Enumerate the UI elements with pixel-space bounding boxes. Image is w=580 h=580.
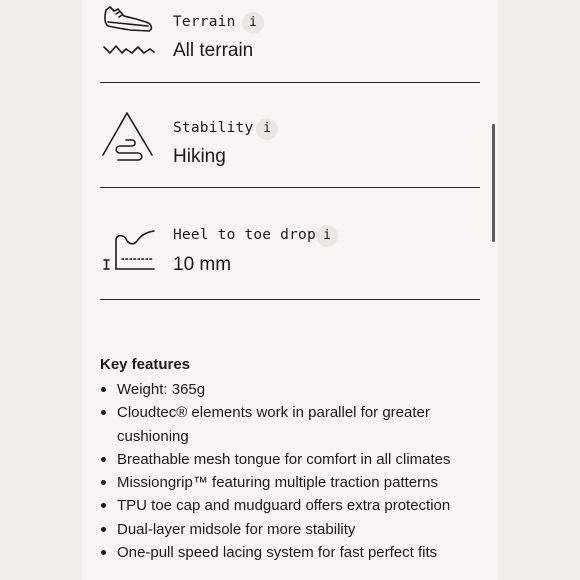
- mountain-stability-icon: [100, 105, 156, 172]
- key-features-title: Key features: [100, 356, 191, 373]
- spec-value-stability: Hiking: [173, 146, 226, 167]
- feature-item-missiongrip: Missiongrip™ featuring multiple traction patterns: [100, 471, 480, 494]
- feature-item-weight: Weight: 365g: [100, 378, 480, 401]
- divider: [100, 299, 480, 300]
- feature-item-cloudtec: Cloudtec® elements work in parallel for greater cushioning: [100, 401, 480, 448]
- heel-drop-icon: [100, 225, 158, 282]
- feature-item-speed-lacing: One-pull speed lacing system for fast perfect fits: [100, 541, 480, 564]
- spec-value-heel-drop: 10 mm: [173, 254, 232, 275]
- spec-row-terrain: [100, 0, 480, 82]
- spec-label-heel-drop: Heel to toe drop: [173, 227, 316, 243]
- shoe-terrain-icon: [100, 0, 156, 67]
- divider: [100, 82, 480, 83]
- key-features-list: [100, 378, 480, 564]
- spec-value-terrain: All terrain: [173, 40, 254, 61]
- divider: [100, 187, 480, 188]
- heel-drop-info-icon[interactable]: i: [316, 225, 338, 247]
- spec-label-terrain: Terrain: [173, 14, 236, 30]
- scrollbar-thumb[interactable]: [492, 124, 495, 242]
- spec-row-stability: [100, 105, 480, 187]
- feature-item-midsole: Dual-layer midsole for more stability: [100, 518, 480, 541]
- feature-item-toe-cap: TPU toe cap and mudguard offers extra protection: [100, 494, 480, 517]
- stability-info-icon[interactable]: i: [256, 118, 278, 140]
- spec-row-heel-drop: [100, 225, 480, 299]
- spec-label-stability: Stability: [173, 120, 254, 136]
- terrain-info-icon[interactable]: i: [242, 12, 264, 34]
- feature-item-mesh-tongue: Breathable mesh tongue for comfort in all climates: [100, 448, 480, 471]
